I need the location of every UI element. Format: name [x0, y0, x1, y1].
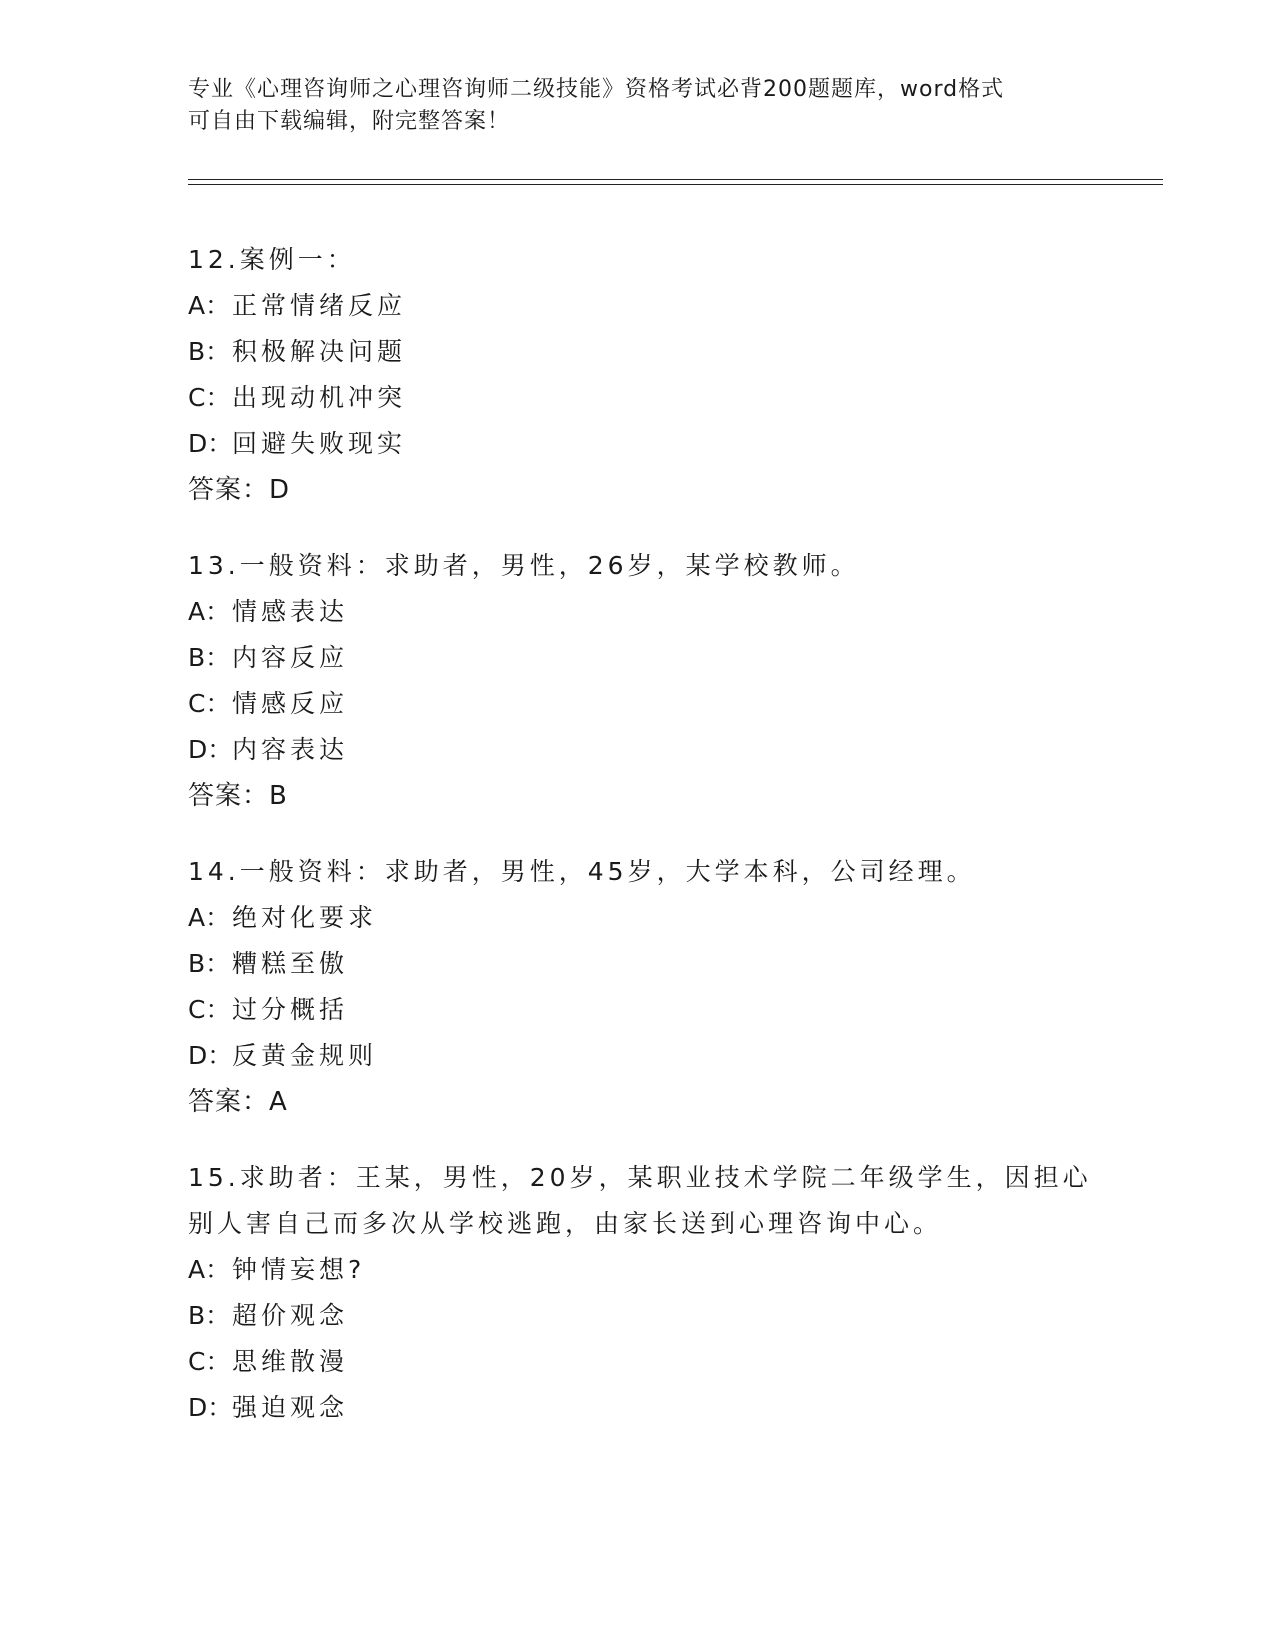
option-d	[188, 1033, 1088, 1079]
option-text: 积极解决问题	[232, 337, 407, 366]
option-text: 强迫观念	[232, 1393, 349, 1422]
option-c	[188, 987, 1088, 1033]
question-block	[188, 237, 1088, 513]
header-divider-bottom	[188, 184, 1163, 185]
option-a	[188, 1247, 1088, 1293]
option-text: 反黄金规则	[232, 1041, 378, 1070]
option-c	[188, 681, 1088, 727]
question-stem	[188, 237, 1088, 283]
question-list	[188, 237, 1092, 1461]
option-letter: B：	[188, 643, 231, 672]
option-text: 情感表达	[232, 597, 349, 626]
option-d	[188, 727, 1088, 773]
question-block	[188, 849, 1088, 1125]
option-c	[188, 375, 1088, 421]
question-stem	[188, 849, 1088, 895]
option-letter: A：	[188, 903, 231, 932]
option-b	[188, 329, 1088, 375]
document-header	[188, 74, 1088, 138]
option-letter: C：	[188, 689, 231, 718]
option-d	[188, 1385, 1088, 1431]
option-text: 内容反应	[232, 643, 349, 672]
option-letter: D：	[188, 1393, 233, 1422]
option-text: 正常情绪反应	[232, 291, 407, 320]
option-text: 回避失败现实	[232, 429, 407, 458]
header-divider-top	[188, 179, 1163, 180]
option-letter: A：	[188, 1255, 231, 1284]
option-letter: B：	[188, 337, 231, 366]
option-letter: C：	[188, 1347, 231, 1376]
question-stem	[188, 543, 1088, 589]
option-letter: C：	[188, 383, 231, 412]
option-letter: C：	[188, 995, 231, 1024]
option-letter: A：	[188, 291, 231, 320]
header-title-line-2: 可自由下载编辑，附完整答案！	[188, 109, 511, 134]
question-stem-line: 别人害自己而多次从学校逃跑，由家长送到心理咨询中心。	[188, 1209, 943, 1238]
option-letter: D：	[188, 429, 233, 458]
option-b	[188, 1293, 1088, 1339]
answer-line: 答案：A	[188, 1087, 288, 1117]
option-letter: B：	[188, 949, 231, 978]
option-b	[188, 635, 1088, 681]
option-a	[188, 589, 1088, 635]
option-letter: D：	[188, 735, 233, 764]
question-stem-line: 14.一般资料：求助者，男性，45岁，大学本科，公司经理。	[188, 857, 976, 886]
option-text: 情感反应	[232, 689, 349, 718]
question-stem-line: 15.求助者：王某，男性，20岁，某职业技术学院二年级学生，因担心	[188, 1163, 1092, 1192]
option-a	[188, 895, 1088, 941]
option-b	[188, 941, 1088, 987]
question-block	[188, 1155, 1092, 1431]
question-block	[188, 543, 1088, 819]
option-text: 绝对化要求	[232, 903, 378, 932]
option-letter: A：	[188, 597, 231, 626]
option-text: 内容表达	[232, 735, 349, 764]
option-c	[188, 1339, 1088, 1385]
answer-line: 答案：D	[188, 475, 291, 505]
option-text: 出现动机冲突	[232, 383, 407, 412]
option-text: 钟情妄想?	[232, 1255, 366, 1284]
option-letter: B：	[188, 1301, 231, 1330]
option-d	[188, 421, 1088, 467]
option-text: 糟糕至傲	[232, 949, 349, 978]
answer-line: 答案：B	[188, 781, 288, 811]
option-text: 过分概括	[232, 995, 349, 1024]
question-stem-line: 13.一般资料：求助者，男性，26岁，某学校教师。	[188, 551, 860, 580]
option-text: 超价观念	[232, 1301, 349, 1330]
option-letter: D：	[188, 1041, 233, 1070]
header-title-line-1: 专业《心理咨询师之心理咨询师二级技能》资格考试必背200题题库，word格式	[188, 77, 1005, 102]
question-stem	[188, 1155, 1092, 1247]
option-text: 思维散漫	[232, 1347, 349, 1376]
option-a	[188, 283, 1088, 329]
question-stem-line: 12.案例一：	[188, 245, 356, 274]
